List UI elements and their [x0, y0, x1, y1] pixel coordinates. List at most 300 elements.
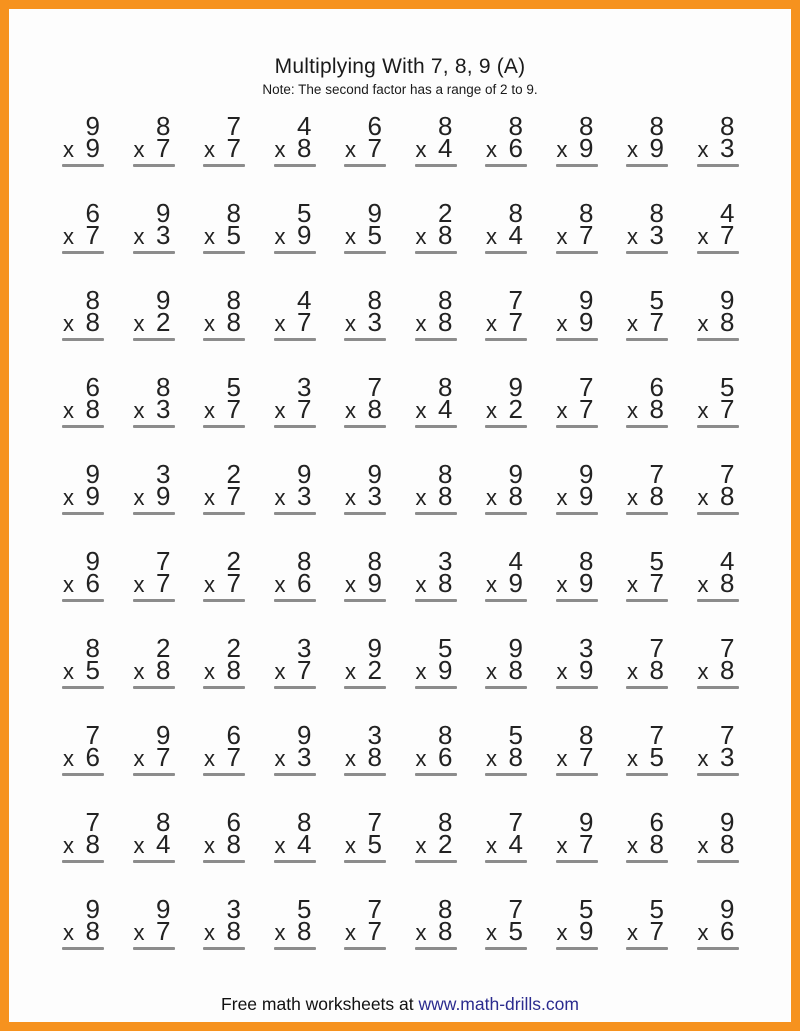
- multiply-sign: x: [697, 746, 709, 771]
- answer-line: [133, 599, 175, 602]
- multiply-sign: x: [63, 746, 74, 771]
- bottom-factor-row: [62, 133, 104, 163]
- multiplication-problem: [626, 546, 668, 602]
- top-factor: 3: [297, 633, 312, 663]
- top-factor: 8: [156, 372, 171, 402]
- answer-line: [415, 773, 457, 776]
- answer-line: [626, 773, 668, 776]
- answer-line: [203, 512, 245, 515]
- bottom-factor: 9: [508, 568, 523, 598]
- top-factor: 9: [156, 285, 171, 315]
- answer-line: [133, 773, 175, 776]
- multiply-sign: x: [697, 833, 709, 858]
- answer-line: [344, 164, 386, 167]
- top-factor: 5: [508, 720, 523, 750]
- bottom-factor: 5: [367, 829, 382, 859]
- multiplication-problem: [415, 807, 457, 863]
- multiplication-problem: [485, 894, 527, 950]
- bottom-factor: 6: [720, 916, 735, 946]
- multiplication-problem: [133, 894, 175, 950]
- multiply-sign: x: [627, 224, 638, 249]
- answer-line: [556, 599, 598, 602]
- top-factor: 9: [367, 633, 382, 663]
- top-factor: 8: [85, 633, 100, 663]
- bottom-factor: 2: [367, 655, 382, 685]
- bottom-factor: 8: [85, 394, 100, 424]
- multiplication-problem: [556, 720, 598, 776]
- bottom-factor: 7: [156, 916, 171, 946]
- answer-line: [62, 599, 104, 602]
- top-factor: 8: [720, 111, 735, 141]
- bottom-factor-row: [203, 481, 245, 511]
- answer-line: [203, 251, 245, 254]
- top-factor: 7: [85, 720, 100, 750]
- answer-line: [415, 251, 457, 254]
- bottom-factor: 5: [649, 742, 664, 772]
- worksheet-page: [9, 9, 791, 1022]
- multiply-sign: x: [627, 659, 638, 684]
- bottom-factor: 4: [156, 829, 171, 859]
- bottom-factor-row: [274, 742, 316, 772]
- top-factor: 7: [720, 459, 735, 489]
- multiply-sign: x: [133, 137, 145, 162]
- bottom-factor-row: [62, 220, 104, 250]
- multiply-sign: x: [63, 833, 74, 858]
- bottom-factor: 8: [438, 916, 453, 946]
- answer-line: [344, 599, 386, 602]
- answer-line: [203, 425, 245, 428]
- multiply-sign: x: [63, 485, 74, 510]
- bottom-factor-row: [697, 307, 739, 337]
- top-factor: 7: [508, 807, 523, 837]
- bottom-factor-row: [556, 829, 598, 859]
- answer-line: [626, 686, 668, 689]
- multiplication-problem: [485, 546, 527, 602]
- bottom-factor-row: [274, 568, 316, 598]
- bottom-factor: 3: [297, 742, 312, 772]
- worksheet-note: Note: The second factor has a range of 2 to 9.: [262, 82, 538, 97]
- multiplication-problem: [203, 372, 245, 428]
- bottom-factor-row: [203, 829, 245, 859]
- multiplication-problem: [133, 198, 175, 254]
- multiply-sign: x: [556, 137, 568, 162]
- answer-line: [203, 599, 245, 602]
- multiplication-problem: [697, 807, 739, 863]
- answer-line: [203, 947, 245, 950]
- answer-line: [62, 425, 104, 428]
- bottom-factor-row: [697, 220, 739, 250]
- bottom-factor-row: [133, 481, 175, 511]
- multiplication-problem: [415, 372, 457, 428]
- bottom-factor-row: [626, 742, 668, 772]
- answer-line: [415, 164, 457, 167]
- multiplication-problem: [697, 285, 739, 341]
- answer-line: [62, 947, 104, 950]
- multiply-sign: x: [204, 572, 215, 597]
- multiply-sign: x: [627, 572, 638, 597]
- multiply-sign: x: [697, 224, 709, 249]
- multiply-sign: x: [415, 311, 427, 336]
- answer-line: [344, 773, 386, 776]
- bottom-factor: 7: [579, 829, 594, 859]
- bottom-factor: 8: [297, 916, 312, 946]
- top-factor: 6: [226, 807, 241, 837]
- top-factor: 9: [85, 894, 100, 924]
- multiply-sign: x: [274, 137, 286, 162]
- multiplication-problem: [133, 633, 175, 689]
- multiply-sign: x: [627, 311, 638, 336]
- multiplication-problem: [344, 633, 386, 689]
- answer-line: [485, 860, 527, 863]
- problems-grid: [62, 111, 791, 950]
- multiply-sign: x: [274, 224, 286, 249]
- top-factor: 4: [720, 546, 735, 576]
- bottom-factor-row: [344, 655, 386, 685]
- multiplication-problem: [415, 285, 457, 341]
- bottom-factor: 8: [297, 133, 312, 163]
- top-factor: 8: [438, 459, 453, 489]
- answer-line: [344, 947, 386, 950]
- multiplication-problem: [274, 372, 316, 428]
- bottom-factor-row: [415, 655, 457, 685]
- multiply-sign: x: [627, 920, 638, 945]
- bottom-factor-row: [697, 133, 739, 163]
- answer-line: [62, 338, 104, 341]
- bottom-factor: 7: [226, 742, 241, 772]
- bottom-factor-row: [556, 481, 598, 511]
- multiplication-problem: [485, 372, 527, 428]
- bottom-factor: 8: [226, 307, 241, 337]
- top-factor: 9: [85, 111, 100, 141]
- bottom-factor: 8: [720, 481, 735, 511]
- bottom-factor-row: [203, 307, 245, 337]
- bottom-factor: 7: [649, 916, 664, 946]
- bottom-factor-row: [203, 394, 245, 424]
- multiplication-problem: [556, 633, 598, 689]
- top-factor: 2: [226, 546, 241, 576]
- multiply-sign: x: [486, 485, 497, 510]
- bottom-factor: 7: [367, 133, 382, 163]
- top-factor: 8: [156, 111, 171, 141]
- top-factor: 5: [297, 894, 312, 924]
- answer-line: [344, 425, 386, 428]
- answer-line: [556, 512, 598, 515]
- bottom-factor-row: [626, 133, 668, 163]
- answer-line: [556, 164, 598, 167]
- bottom-factor: 4: [438, 394, 453, 424]
- top-factor: 8: [85, 285, 100, 315]
- bottom-factor-row: [62, 394, 104, 424]
- bottom-factor-row: [133, 220, 175, 250]
- worksheet-title: Multiplying With 7, 8, 9 (A): [274, 55, 526, 78]
- top-factor: 2: [438, 198, 453, 228]
- multiplication-problem: [133, 720, 175, 776]
- bottom-factor-row: [133, 916, 175, 946]
- multiply-sign: x: [486, 659, 497, 684]
- top-factor: 3: [226, 894, 241, 924]
- bottom-factor: 7: [226, 394, 241, 424]
- multiply-sign: x: [415, 659, 427, 684]
- multiplication-problem: [62, 546, 104, 602]
- multiplication-problem: [203, 111, 245, 167]
- bottom-factor-row: [415, 481, 457, 511]
- answer-line: [626, 425, 668, 428]
- multiply-sign: x: [204, 137, 215, 162]
- answer-line: [274, 164, 316, 167]
- top-factor: 7: [367, 807, 382, 837]
- bottom-factor: 7: [297, 307, 312, 337]
- answer-line: [203, 686, 245, 689]
- multiplication-problem: [274, 111, 316, 167]
- bottom-factor: 4: [508, 220, 523, 250]
- top-factor: 9: [156, 894, 171, 924]
- top-factor: 5: [226, 372, 241, 402]
- multiply-sign: x: [345, 833, 356, 858]
- math-drills-link[interactable]: www.math-drills.com: [418, 994, 579, 1014]
- multiply-sign: x: [204, 485, 215, 510]
- multiplication-problem: [62, 633, 104, 689]
- multiply-sign: x: [697, 398, 709, 423]
- bottom-factor-row: [697, 394, 739, 424]
- bottom-factor: 7: [297, 394, 312, 424]
- top-factor: 7: [367, 372, 382, 402]
- top-factor: 5: [297, 198, 312, 228]
- multiply-sign: x: [486, 920, 497, 945]
- bottom-factor: 3: [297, 481, 312, 511]
- bottom-factor-row: [626, 916, 668, 946]
- multiplication-problem: [203, 807, 245, 863]
- answer-line: [697, 599, 739, 602]
- bottom-factor: 7: [156, 568, 171, 598]
- bottom-factor-row: [626, 481, 668, 511]
- bottom-factor-row: [697, 655, 739, 685]
- multiplication-problem: [62, 894, 104, 950]
- top-factor: 4: [297, 285, 312, 315]
- multiplication-problem: [344, 198, 386, 254]
- top-factor: 9: [508, 459, 523, 489]
- multiply-sign: x: [697, 137, 709, 162]
- multiply-sign: x: [274, 311, 286, 336]
- bottom-factor: 9: [367, 568, 382, 598]
- top-factor: 8: [649, 111, 664, 141]
- bottom-factor: 8: [508, 742, 523, 772]
- bottom-factor-row: [485, 829, 527, 859]
- bottom-factor-row: [133, 307, 175, 337]
- multiply-sign: x: [697, 485, 709, 510]
- answer-line: [62, 512, 104, 515]
- bottom-factor-row: [485, 568, 527, 598]
- multiplication-problem: [415, 633, 457, 689]
- multiplication-problem: [133, 807, 175, 863]
- answer-line: [274, 947, 316, 950]
- bottom-factor: 3: [156, 220, 171, 250]
- multiplication-problem: [556, 807, 598, 863]
- multiply-sign: x: [63, 572, 74, 597]
- bottom-factor-row: [697, 742, 739, 772]
- top-factor: 3: [297, 372, 312, 402]
- bottom-factor: 8: [508, 655, 523, 685]
- bottom-factor: 8: [156, 655, 171, 685]
- bottom-factor: 9: [438, 655, 453, 685]
- bottom-factor-row: [556, 133, 598, 163]
- multiply-sign: x: [627, 137, 638, 162]
- bottom-factor: 7: [508, 307, 523, 337]
- top-factor: 5: [649, 285, 664, 315]
- answer-line: [203, 773, 245, 776]
- multiply-sign: x: [345, 311, 356, 336]
- top-factor: 6: [85, 372, 100, 402]
- bottom-factor: 8: [367, 394, 382, 424]
- bottom-factor: 8: [438, 307, 453, 337]
- answer-line: [626, 947, 668, 950]
- multiply-sign: x: [627, 398, 638, 423]
- multiplication-problem: [62, 285, 104, 341]
- answer-line: [344, 251, 386, 254]
- answer-line: [274, 599, 316, 602]
- multiplication-problem: [415, 894, 457, 950]
- answer-line: [415, 947, 457, 950]
- bottom-factor-row: [485, 655, 527, 685]
- multiply-sign: x: [415, 398, 427, 423]
- answer-line: [697, 773, 739, 776]
- bottom-factor: 8: [649, 829, 664, 859]
- multiplication-problem: [626, 372, 668, 428]
- multiply-sign: x: [415, 224, 427, 249]
- multiply-sign: x: [133, 572, 145, 597]
- bottom-factor-row: [485, 133, 527, 163]
- answer-line: [556, 338, 598, 341]
- bottom-factor: 7: [720, 220, 735, 250]
- top-factor: 3: [367, 720, 382, 750]
- top-factor: 9: [367, 198, 382, 228]
- multiplication-problem: [556, 372, 598, 428]
- multiply-sign: x: [345, 137, 356, 162]
- answer-line: [62, 686, 104, 689]
- multiply-sign: x: [274, 920, 286, 945]
- bottom-factor: 7: [156, 742, 171, 772]
- multiplication-problem: [133, 111, 175, 167]
- multiply-sign: x: [274, 746, 286, 771]
- answer-line: [697, 425, 739, 428]
- multiply-sign: x: [345, 572, 356, 597]
- answer-line: [626, 164, 668, 167]
- multiplication-problem: [274, 720, 316, 776]
- multiplication-problem: [626, 198, 668, 254]
- bottom-factor-row: [203, 133, 245, 163]
- bottom-factor-row: [415, 307, 457, 337]
- multiply-sign: x: [345, 485, 356, 510]
- answer-line: [274, 425, 316, 428]
- multiply-sign: x: [274, 833, 286, 858]
- bottom-factor-row: [485, 916, 527, 946]
- top-factor: 9: [579, 285, 594, 315]
- multiply-sign: x: [63, 920, 74, 945]
- multiply-sign: x: [204, 833, 215, 858]
- multiplication-problem: [62, 372, 104, 428]
- bottom-factor-row: [344, 481, 386, 511]
- bottom-factor: 3: [720, 742, 735, 772]
- top-factor: 7: [367, 894, 382, 924]
- multiply-sign: x: [556, 398, 568, 423]
- answer-line: [697, 164, 739, 167]
- multiply-sign: x: [415, 833, 427, 858]
- bottom-factor: 8: [367, 742, 382, 772]
- answer-line: [415, 338, 457, 341]
- multiplication-problem: [626, 720, 668, 776]
- bottom-factor: 9: [579, 568, 594, 598]
- multiply-sign: x: [133, 398, 145, 423]
- top-factor: 9: [85, 459, 100, 489]
- multiply-sign: x: [627, 746, 638, 771]
- multiply-sign: x: [697, 311, 709, 336]
- multiplication-problem: [556, 894, 598, 950]
- multiplication-problem: [415, 720, 457, 776]
- bottom-factor: 7: [579, 220, 594, 250]
- bottom-factor-row: [697, 916, 739, 946]
- bottom-factor-row: [274, 481, 316, 511]
- top-factor: 8: [367, 285, 382, 315]
- bottom-factor: 4: [297, 829, 312, 859]
- multiply-sign: x: [415, 746, 427, 771]
- answer-line: [626, 860, 668, 863]
- bottom-factor: 8: [438, 568, 453, 598]
- multiplication-problem: [344, 720, 386, 776]
- answer-line: [274, 773, 316, 776]
- multiplication-problem: [626, 633, 668, 689]
- multiplication-problem: [697, 720, 739, 776]
- multiply-sign: x: [556, 659, 568, 684]
- multiply-sign: x: [345, 746, 356, 771]
- multiply-sign: x: [415, 572, 427, 597]
- answer-line: [697, 338, 739, 341]
- bottom-factor: 4: [508, 829, 523, 859]
- bottom-factor-row: [274, 916, 316, 946]
- bottom-factor-row: [203, 220, 245, 250]
- bottom-factor-row: [133, 568, 175, 598]
- bottom-factor: 8: [85, 307, 100, 337]
- bottom-factor-row: [274, 307, 316, 337]
- bottom-factor-row: [203, 568, 245, 598]
- multiply-sign: x: [627, 485, 638, 510]
- answer-line: [415, 425, 457, 428]
- multiplication-problem: [626, 111, 668, 167]
- answer-line: [133, 512, 175, 515]
- multiplication-problem: [626, 285, 668, 341]
- bottom-factor: 2: [156, 307, 171, 337]
- multiply-sign: x: [63, 137, 74, 162]
- multiplication-problem: [344, 459, 386, 515]
- answer-line: [485, 338, 527, 341]
- multiply-sign: x: [556, 311, 568, 336]
- multiplication-problem: [274, 285, 316, 341]
- answer-line: [203, 164, 245, 167]
- bottom-factor: 8: [85, 829, 100, 859]
- top-factor: 9: [508, 633, 523, 663]
- top-factor: 4: [720, 198, 735, 228]
- answer-line: [485, 947, 527, 950]
- bottom-factor-row: [203, 916, 245, 946]
- multiply-sign: x: [697, 659, 709, 684]
- answer-line: [344, 860, 386, 863]
- answer-line: [274, 860, 316, 863]
- top-factor: 4: [297, 111, 312, 141]
- bottom-factor-row: [62, 568, 104, 598]
- answer-line: [485, 512, 527, 515]
- multiply-sign: x: [486, 311, 497, 336]
- multiply-sign: x: [415, 137, 427, 162]
- answer-line: [697, 686, 739, 689]
- multiply-sign: x: [63, 224, 74, 249]
